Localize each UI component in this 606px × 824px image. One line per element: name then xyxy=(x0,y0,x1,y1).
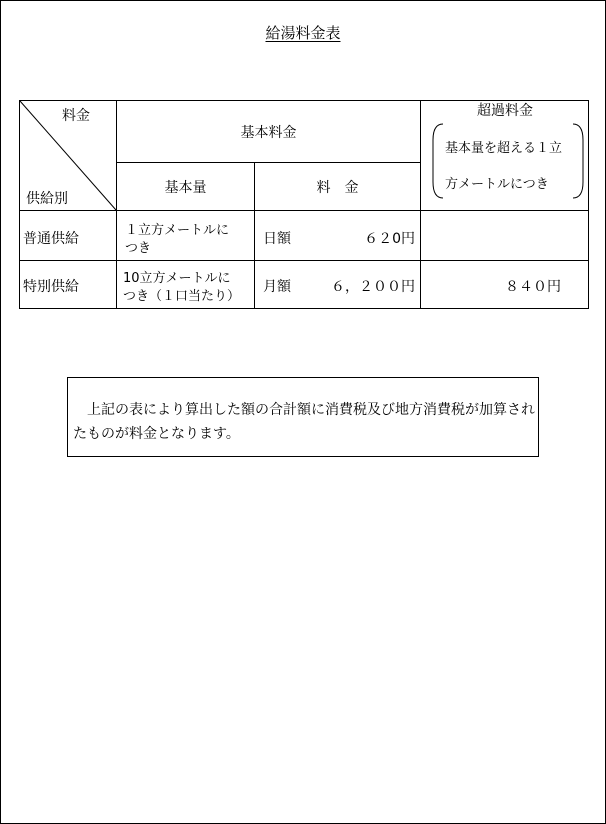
row-special-excess: ８４０円 xyxy=(505,279,561,295)
corner-top-label: 料金 xyxy=(62,108,90,124)
corner-bottom-label: 供給別 xyxy=(26,191,68,207)
row-special-amount-line2: つき（１口当たり） xyxy=(123,289,241,304)
header-excess: 超過料金 xyxy=(477,103,533,119)
row-special-fee-type: 月額 xyxy=(263,279,291,295)
row-special-label: 特別供給 xyxy=(23,279,79,295)
excess-column xyxy=(421,100,589,309)
row-normal-fee-value: ６２0円 xyxy=(364,231,415,247)
row-special-amount-line1: 10立方メートルに xyxy=(123,271,231,286)
fee-table xyxy=(19,100,421,309)
header-basic-amount: 基本量 xyxy=(164,180,207,196)
row-normal-label: 普通供給 xyxy=(23,231,79,247)
row-normal-fee-type: 日額 xyxy=(263,231,291,247)
excess-note-line1: 基本量を超える１立 xyxy=(445,141,563,156)
row-normal-amount-line2: つき xyxy=(125,241,152,256)
header-basic-fee: 基本料金 xyxy=(240,125,297,141)
note-text: 上記の表により算出した額の合計額に消費税及び地方消費税が加算されたものが料金となります。 xyxy=(73,402,535,442)
page-title: 給湯料金表 xyxy=(265,24,341,42)
excess-note-line2: 方メートルにつき xyxy=(445,177,549,192)
row-special-fee-value: ６，２００円 xyxy=(331,279,415,295)
note-box xyxy=(67,377,539,457)
header-fee: 料 金 xyxy=(316,180,359,196)
row-normal-amount-line1: １立方メートルに xyxy=(125,223,230,238)
